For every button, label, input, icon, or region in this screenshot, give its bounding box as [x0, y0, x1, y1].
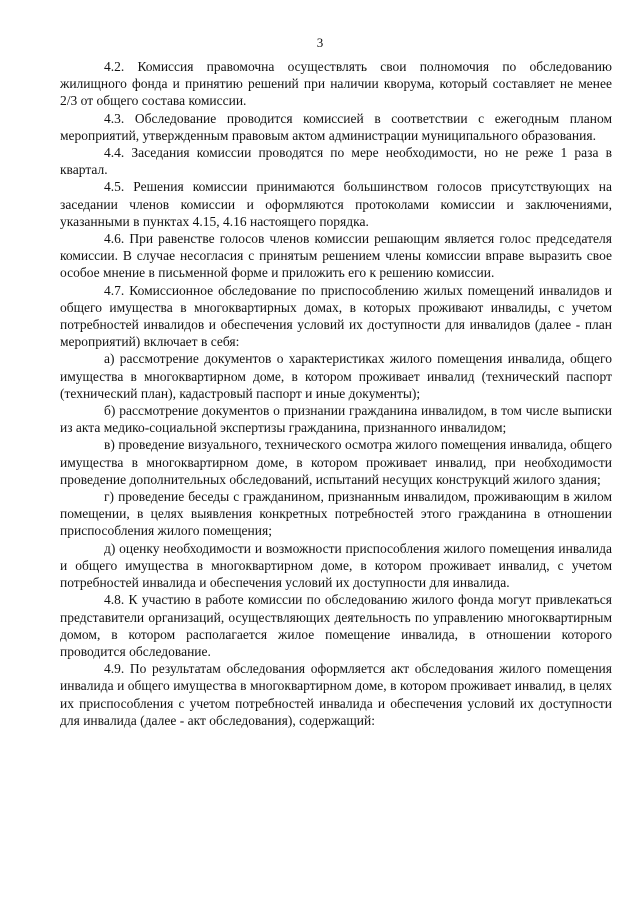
paragraph-4-7: 4.7. Комиссионное обследование по приспособлению жилых помещений инвалидов и общего имущества в многоквартирных домах, в которых проживают инвалиды, с учетом потребностей инвалидов и обеспечения условий их доступности для инвалидов (далее - план мероприятий) включает в себя: — [60, 282, 612, 350]
list-item-b: б) рассмотрение документов о признании гражданина инвалидом, в том числе выписки из акта медико-социальной экспертизы гражданина, признанного инвалидом; — [60, 403, 612, 436]
list-item-a: а) рассмотрение документов о характеристиках жилого помещения инвалида, общего имущества в многоквартирном доме, в котором проживает инвалид (технический паспорт (технический план), кадастровый паспорт и иные документы); — [60, 351, 612, 401]
paragraph-4-9: 4.9. По результатам обследования оформляется акт обследования жилого помещения инвалида и общего имущества в многоквартирном доме, в котором проживает инвалид, в целях их приспособления с учетом потребностей инвалида и обеспечения условий их доступности для инвалида (далее - акт обследования), содержащий: — [60, 661, 612, 728]
paragraph-4-8: 4.8. К участию в работе комиссии по обследованию жилого фонда могут привлекаться представители организаций, осуществляющих деятельность по управлению многоквартирным домом, в котором располагается жилое помещение инвалида, в отношении которого проводится обследование. — [60, 592, 612, 659]
paragraph-4-3: 4.3. Обследование проводится комиссией в соответствии с ежегодным планом мероприятий, утвержденным правовым актом администрации муниципального образования. — [60, 110, 612, 143]
page-number: 3 — [316, 35, 324, 50]
paragraph-4-6: 4.6. При равенстве голосов членов комиссии решающим является голос председателя комиссии. В случае несогласия с принятым решением члены комиссии вправе выразить свое особое мнение в письменной форме и приложить его к решению комиссии. — [60, 231, 612, 281]
document-body — [60, 58, 612, 729]
paragraph-4-4: 4.4. Заседания комиссии проводятся по мере необходимости, но не реже 1 раза в квартал. — [60, 145, 612, 178]
paragraph-4-2: 4.2. Комиссия правомочна осуществлять свои полномочия по обследованию жилищного фонда и принятию решений при наличии кворума, который составляет не менее 2/3 от общего состава комиссии. — [60, 59, 612, 109]
list-item-g: г) проведение беседы с гражданином, признанным инвалидом, проживающим в жилом помещении, в целях выявления конкретных потребностей этого гражданина в отношении приспособления жилого помещения; — [60, 489, 612, 539]
paragraph-4-5: 4.5. Решения комиссии принимаются большинством голосов присутствующих на заседании членов комиссии и оформляются протоколами комиссии и заключениями, указанными в пунктах 4.15, 4.16 настоящего порядка. — [60, 179, 612, 229]
list-item-v: в) проведение визуального, технического осмотра жилого помещения инвалида, общего имущества в многоквартирном доме, в котором проживает инвалид, при необходимости проведение дополнительных обследований, испытаний несущих конструкций жилого здания; — [60, 437, 612, 487]
list-item-d: д) оценку необходимости и возможности приспособления жилого помещения инвалида и общего имущества в многоквартирном доме, в котором проживает инвалид, с учетом потребностей инвалида и обеспечения условий их доступности для инвалида. — [60, 540, 612, 591]
